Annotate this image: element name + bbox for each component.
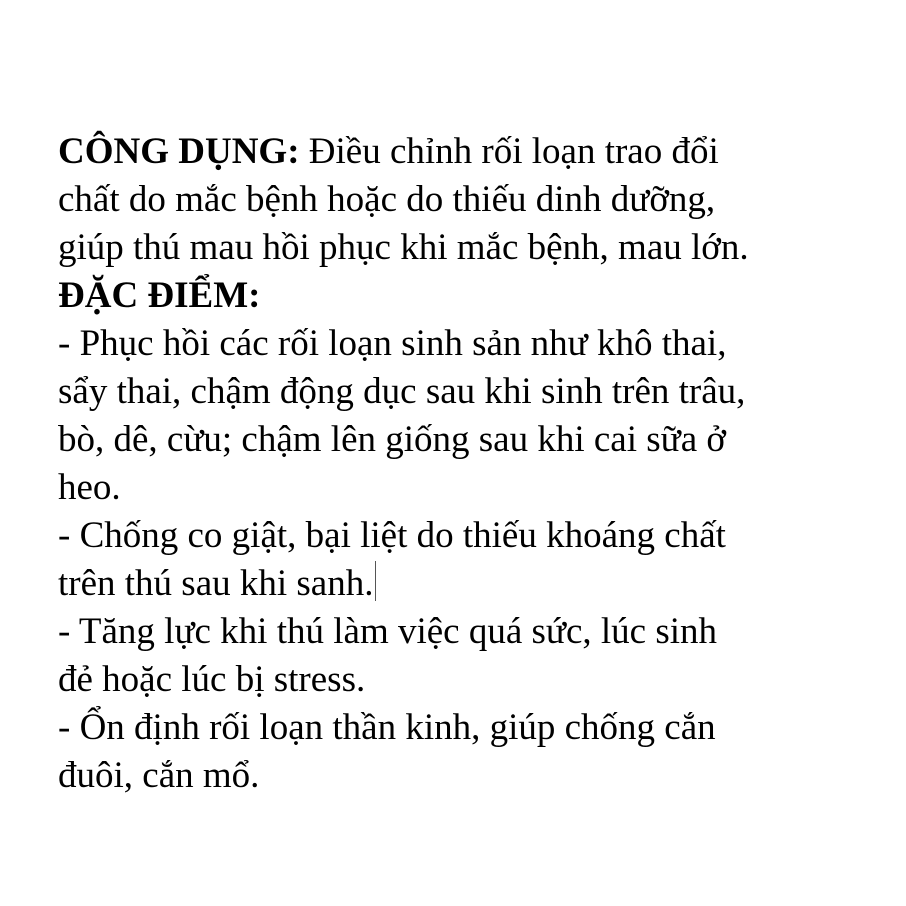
features-line-8: đẻ hoặc lúc bị stress. — [58, 659, 366, 700]
features-line-3: bò, dê, cừu; chậm lên giống sau khi cai sữa ở — [58, 419, 726, 460]
document-body — [58, 128, 878, 800]
features-line-6-text: trên thú sau khi sanh. — [58, 563, 374, 604]
usage-line-3: giúp thú mau hồi phục khi mắc bệnh, mau lớn. — [58, 227, 749, 268]
text-cursor — [375, 561, 376, 601]
features-line-9: - Ổn định rối loạn thần kinh, giúp chống cắn — [58, 707, 716, 748]
usage-text: Điều chỉnh rối loạn trao đổi — [299, 131, 719, 172]
usage-line-2: chất do mắc bệnh hoặc do thiếu dinh dưỡng, — [58, 179, 716, 220]
features-line-6[interactable] — [58, 560, 878, 608]
features-line-1: - Phục hồi các rối loạn sinh sản như khô thai, — [58, 323, 727, 364]
features-line-7: - Tăng lực khi thú làm việc quá sức, lúc sinh — [58, 611, 718, 652]
usage-line-1 — [58, 128, 878, 176]
features-line-4: heo. — [58, 467, 121, 508]
usage-heading: CÔNG DỤNG: — [58, 131, 300, 172]
features-heading: ĐẶC ĐIỂM: — [58, 275, 261, 316]
features-line-2: sẩy thai, chậm động dục sau khi sinh trên trâu, — [58, 371, 746, 412]
features-line-5: - Chống co giật, bại liệt do thiếu khoáng chất — [58, 515, 726, 556]
features-line-10: đuôi, cắn mổ. — [58, 755, 260, 796]
